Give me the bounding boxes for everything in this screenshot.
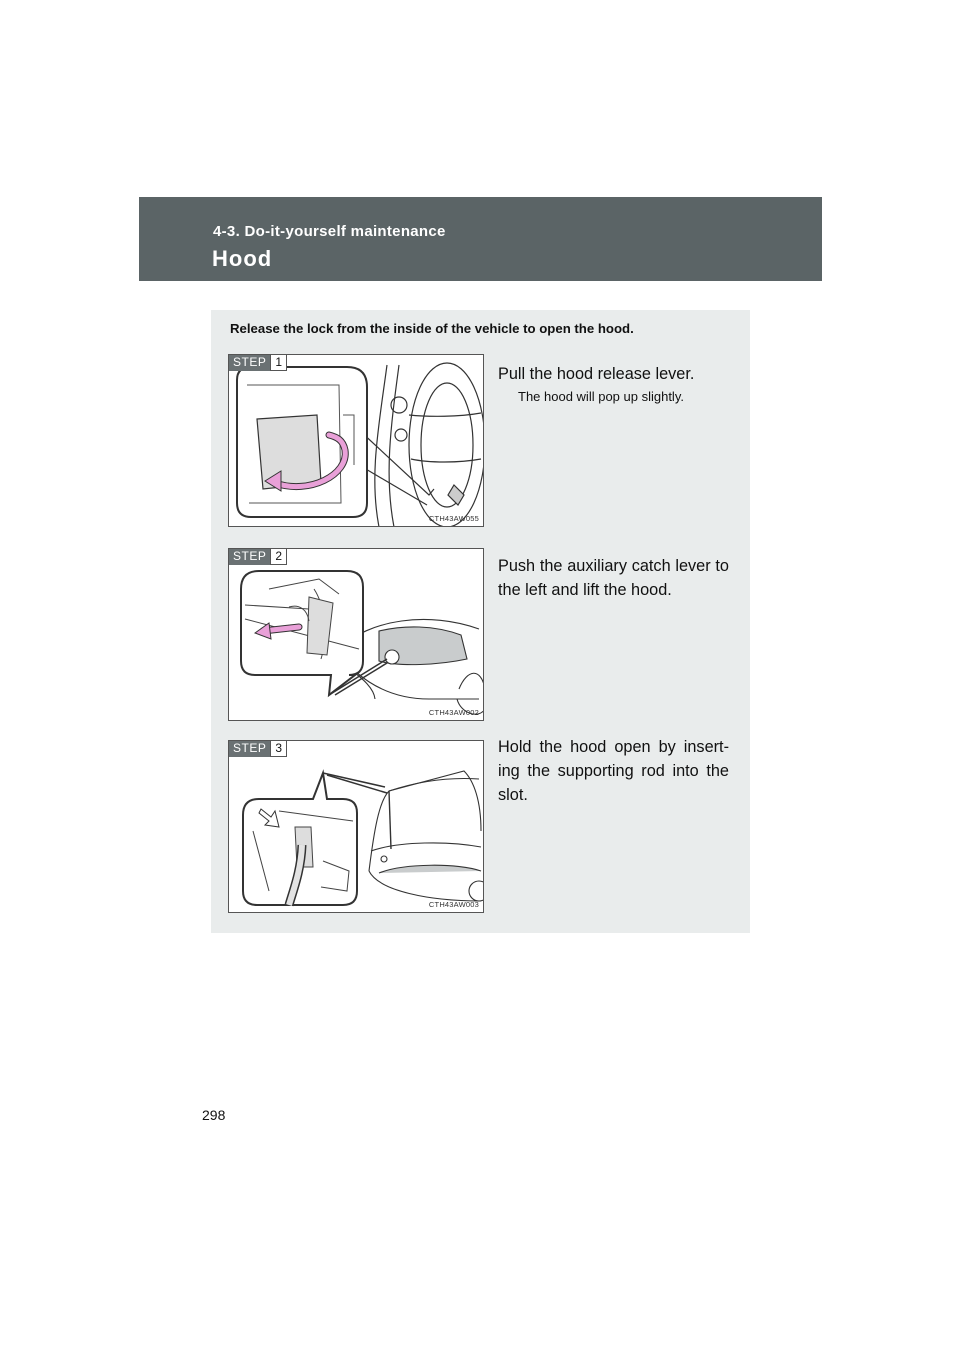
step-3-figure [228,740,484,913]
step-tag-word: STEP [229,355,270,371]
support-rod-illustration [229,741,484,913]
step-tag [229,741,287,757]
step-tag [229,355,287,371]
step-tag-number: 2 [270,549,287,565]
step-tag-number: 1 [270,355,287,371]
catch-lever-illustration [229,549,484,721]
step-2-figure [228,548,484,721]
step-tag-number: 3 [270,741,287,757]
figure-code: CTH43AW003 [428,900,479,909]
content-panel [211,310,750,933]
figure-code: CTH43AW055 [428,514,479,523]
intro-text: Release the lock from the inside of the vehicle to open the hood. [230,321,634,336]
page-number: 298 [202,1107,226,1123]
header-band [139,197,822,281]
step-3-text: Hold the hood open by insert-ing the supporting rod into the slot. [498,738,729,804]
step-tag [229,549,287,565]
step-2-text: Push the auxiliary catch lever to the left and lift the hood. [498,557,729,599]
section-label: 4-3. Do-it-yourself maintenance [213,223,446,240]
steering-lever-illustration [229,355,484,527]
step-1-text: Pull the hood release lever. [498,365,695,383]
step-tag-word: STEP [229,549,270,565]
step-tag-word: STEP [229,741,270,757]
page-title: Hood [212,246,273,271]
step-1-figure [228,354,484,527]
step-1-note: The hood will pop up slightly. [518,389,684,404]
figure-code: CTH43AW002 [428,708,479,717]
